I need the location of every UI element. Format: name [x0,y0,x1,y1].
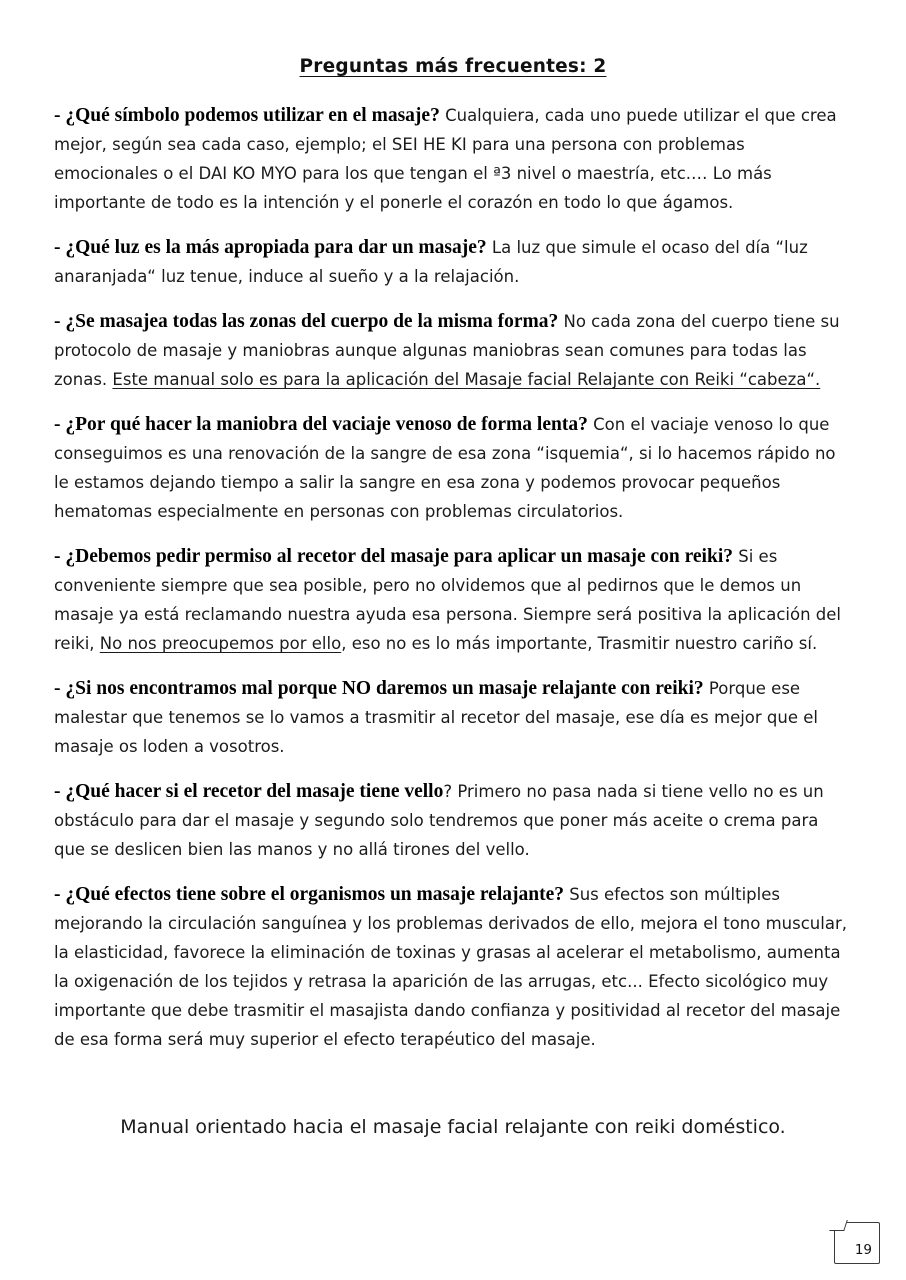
faq-item [54,674,852,761]
faq-question: - ¿Qué símbolo podemos utilizar en el masaje? [54,105,440,126]
faq-item [54,777,852,864]
faq-answer: Porque ese malestar que tenemos se lo vamos a trasmitir al recetor del masaje, ese día es mejor que el masaje os loden a vosotros. [54,679,818,756]
faq-question: - ¿Por qué hacer la maniobra del vaciaje venoso de forma lenta? [54,414,588,435]
faq-item [54,307,852,394]
footer-note: Manual orientado hacia el masaje facial relajante con reiki doméstico. [120,1116,786,1138]
faq-item [54,880,852,1054]
faq-answer: Si es conveniente siempre que sea posible, pero no olvidemos que al pedirnos que le demos un masaje ya está reclamando nuestra ayuda esa persona. Siempre será positiva la aplicación del reiki, [54,547,841,653]
faq-answer: Con el vaciaje venoso lo que conseguimos es una renovación de la sangre de esa zona “isquemia“, si lo hacemos rápido no le estamos dejando tiempo a salir la sangre en esa zona y podemos provocar pequeños hematomas especialmente en personas con problemas circulatorios. [54,415,836,521]
faq-answer: Cualquiera, cada uno puede utilizar el que crea mejor, según sea cada caso, ejemplo; el SEI HE KI para una persona con problemas emocionales o el DAI KO MYO para los que tengan el ª3 nivel o maestría, etc.… Lo más importante de todo es la intención y el ponerle el corazón en todo lo que ágamos. [54,106,837,212]
faq-question: - ¿Qué efectos tiene sobre el organismos un masaje relajante? [54,884,564,905]
faq-item [54,233,852,291]
faq-answer-underlined: No nos preocupemos por ello [99,634,342,653]
faq-answer: , eso no es lo más importante, Trasmitir nuestro cariño sí. [341,634,818,653]
faq-answer: Sus efectos son múltiples mejorando la circulación sanguínea y los problemas derivados de ello, mejora el tono muscular, la elasticidad, favorece la eliminación de toxinas y grasas al acelerar el metabolismo, aumenta la oxigenación de los tejidos y retrasa la aparición de las arrugas, etc... Efecto sicológico muy importante que debe trasmitir el masajista dando confianza y positividad al recetor del masaje de esa forma será muy superior el efecto terapéutico del masaje. [54,885,847,1049]
page-number-box [834,1222,880,1264]
page-title: Preguntas más frecuentes: 2 [299,56,607,77]
faq-section [54,101,852,1054]
page-number: 19 [854,1242,872,1258]
faq-item [54,101,852,217]
faq-question: - ¿Debemos pedir permiso al recetor del masaje para aplicar un masaje con reiki? [54,546,733,567]
faq-answer-underlined: Este manual solo es para la aplicación del Masaje facial Relajante con Reiki “cabeza“. [112,370,821,389]
faq-item [54,410,852,526]
faq-question: - ¿Qué luz es la más apropiada para dar un masaje? [54,237,487,258]
faq-answer: ? Primero no pasa nada si tiene vello no es un obstáculo para dar el masaje y segundo solo tendremos que poner más aceite o crema para que se deslicen bien las manos y no allá tirones del vello. [54,782,824,859]
faq-answer: No cada zona del cuerpo tiene su protocolo de masaje y maniobras aunque algunas maniobras sean comunes para todas las zonas. [54,312,840,389]
faq-answer: La luz que simule el ocaso del día “luz anaranjada“ luz tenue, induce al sueño y a la relajación. [54,238,808,286]
faq-question: - ¿Si nos encontramos mal porque NO daremos un masaje relajante con reiki? [54,678,704,699]
faq-item [54,542,852,658]
faq-question: - ¿Qué hacer si el recetor del masaje tiene vello [54,781,444,802]
faq-question: - ¿Se masajea todas las zonas del cuerpo de la misma forma? [54,311,559,332]
